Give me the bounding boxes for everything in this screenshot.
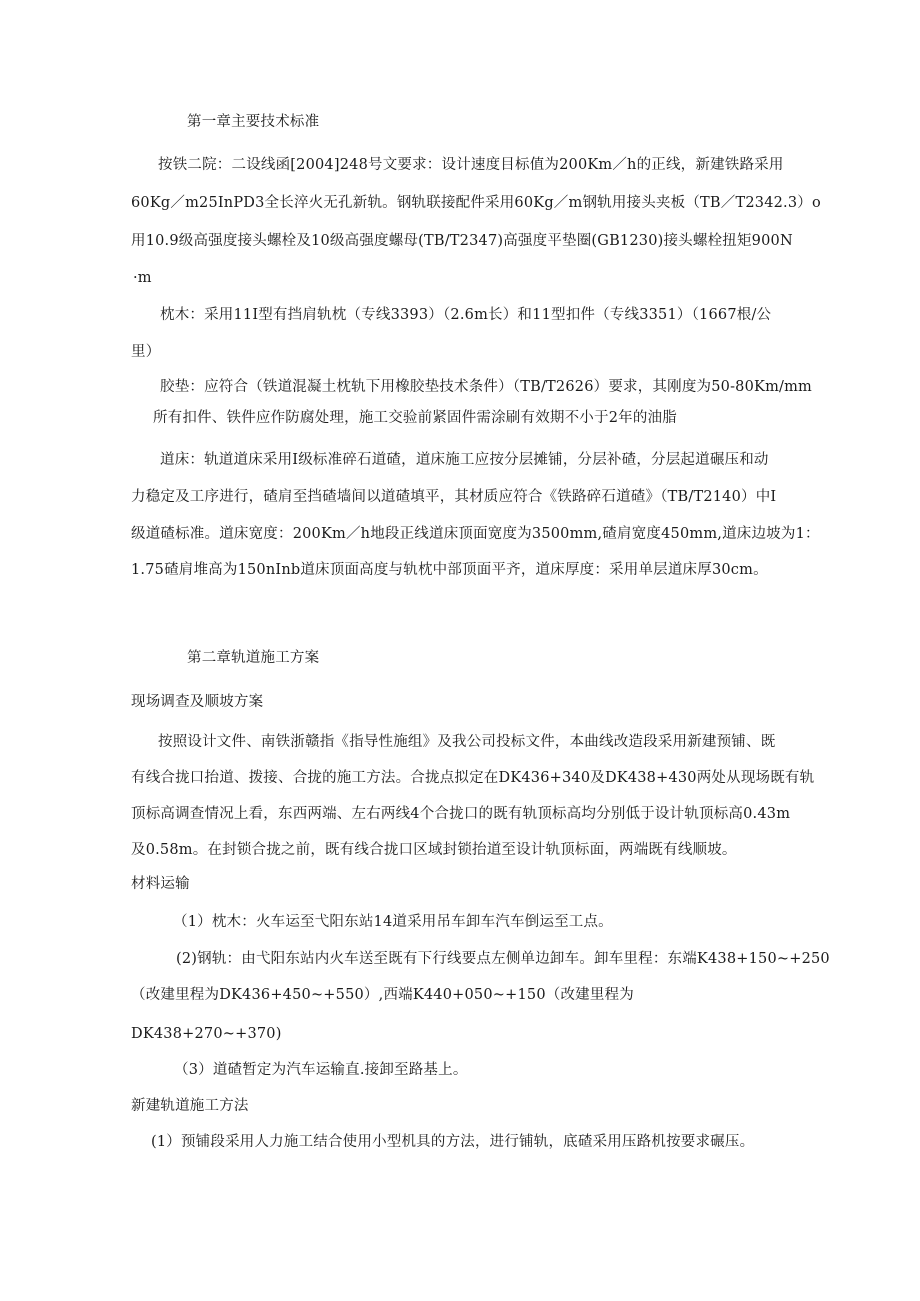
standard-line-3: 用10.9级高强度接头螺栓及10级高强度螺母(TB/T2347)高强度平垫圈(GB1230)接头螺栓扭矩900N: [131, 233, 793, 249]
transport-item-2-line-2: （改建里程为DK436+450~+550）,西端K440+050~+150（改建里程为: [131, 987, 634, 1003]
survey-line-1: 按照设计文件、南铁浙赣指《指导性施组》及我公司投标文件，本曲线改造段采用新建预铺、既: [158, 734, 776, 750]
ballast-line-4: 1.75碴肩堆高为150nInb道床顶面高度与轨枕中部顶面平齐，道床厚度：采用单层道床厚30cm。: [131, 562, 768, 578]
standard-line-1: 按铁二院：二设线函[2004]248号文要求：设计速度目标值为200Km／h的正线，新建铁路采用: [158, 157, 784, 173]
standard-line-2: 60Kg／m25InPD3全长淬火无孔新轨。钢轨联接配件采用60Kg／m钢轨用接头夹板（TB／T2342.3）o: [131, 195, 821, 211]
fastener-line: 所有扣件、铁件应作防腐处理，施工交验前紧固件需涂刷有效期不小于2年的油脂: [153, 410, 677, 426]
new-track-heading: 新建轨道施工方法: [131, 1098, 249, 1114]
new-track-item-1: (1）预铺段采用人力施工结合使用小型机具的方法，进行铺轨，底碴采用压路机按要求碾压。: [151, 1134, 755, 1150]
transport-item-3: （3）道碴暂定为汽车运输直.接卸至路基上。: [174, 1062, 468, 1078]
ballast-line-2: 力稳定及工序进行，碴肩至挡碴墙间以道碴填平，其材质应符合《铁路碎石道碴》（TB/T2140）中Ⅰ: [131, 489, 777, 505]
sleeper-line-1: 枕木：采用11I型有挡肩轨枕（专线3393）（2.6m长）和11型扣件（专线3351）（1667根/公: [160, 307, 772, 323]
standard-line-4: ·m: [133, 270, 152, 286]
survey-line-3: 顶标高调查情况上看，东西两端、左右两线4个合拢口的既有轨顶标高均分别低于设计轨顶标高0.43m: [131, 806, 791, 822]
ballast-line-1: 道床：轨道道床采用Ⅰ级标准碎石道碴，道床施工应按分层摊铺，分层补碴，分层起道碾压和动: [160, 452, 769, 468]
ballast-line-3: 级道碴标准。道床宽度：200Km／h地段正线道床顶面宽度为3500mm,碴肩宽度450mm,道床边坡为1：: [131, 526, 820, 542]
survey-line-2: 有线合拢口抬道、拨接、合拢的施工方法。合拢点拟定在DK436+340及DK438+430两处从现场既有轨: [131, 770, 815, 786]
sleeper-line-2: 里）: [131, 344, 161, 360]
survey-line-4: 及0.58m。在封锁合拢之前，既有线合拢口区域封锁抬道至设计轨顶标面，两端既有线顺坡。: [131, 842, 737, 858]
chapter-1-title: 第一章主要技术标准: [187, 114, 320, 130]
transport-item-1: （1）枕木：火车运至弋阳东站14道采用吊车卸车汽车倒运至工点。: [173, 914, 613, 930]
transport-item-2-line-3: DK438+270~+370): [131, 1026, 282, 1042]
transport-item-2-line-1: (2)钢轨：由弋阳东站内火车送至既有下行线要点左侧单边卸车。卸车里程：东端K438+150~+250: [176, 951, 830, 967]
rubber-pad-line: 胶垫：应符合（铁道混凝土枕轨下用橡胶垫技术条件）（TB/T2626）要求，其刚度为50-80Km/mm: [160, 379, 812, 395]
transport-heading: 材料运输: [131, 876, 190, 892]
chapter-2-title: 第二章轨道施工方案: [187, 650, 320, 666]
survey-heading: 现场调查及顺坡方案: [131, 694, 264, 710]
